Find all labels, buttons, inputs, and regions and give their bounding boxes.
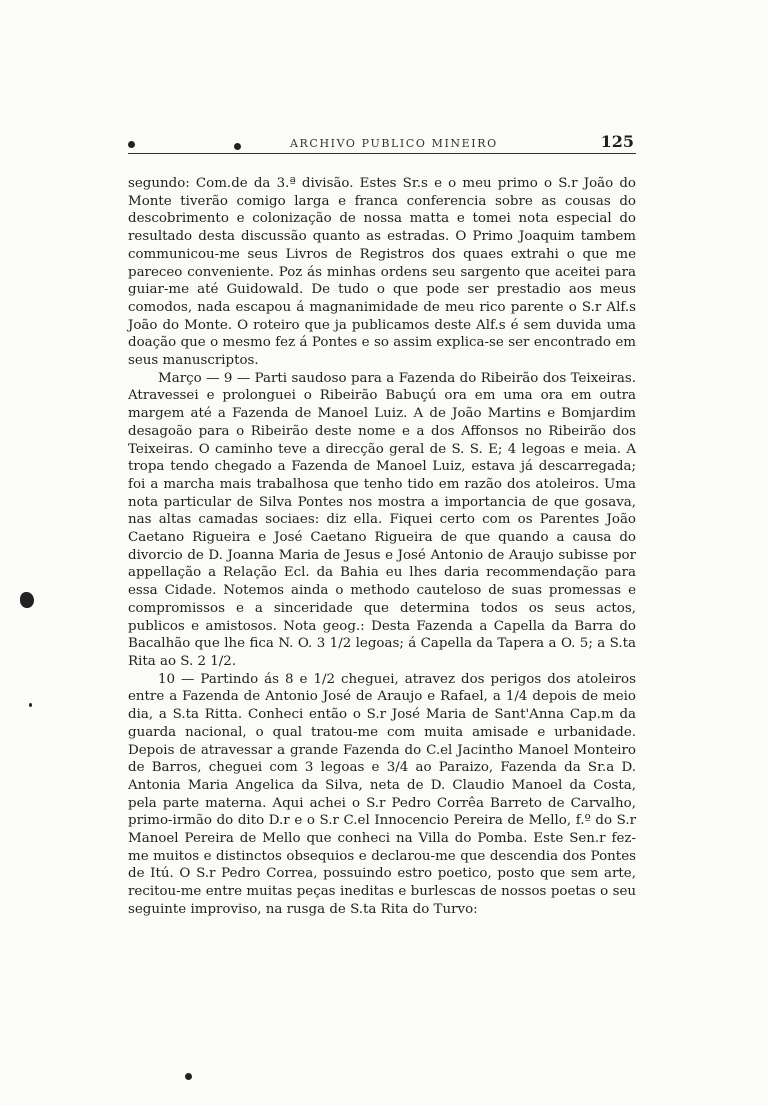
header-ornament-dot bbox=[234, 143, 241, 150]
paragraph-continuation: segundo: Com.de da 3.ª divisão. Estes Sr.s e o meu primo o S.r João do Monte tiverão comigo larga e franca conferencia sobre as cousas do descobrimento e colonização de nossa matta e tomei nota especial do resultado desta discussão quanto as estradas. O Primo Joaquim tambem communicou-me seus Livros de Registros dos quaes extrahi o que me pareceo conveniente. Poz ás minhas ordens seu sargento que aceitei para guiar-me até Guidowald. De tudo o que pode ser prestadio aos meus comodos, nada escapou á magnanimidade de meu rico parente o S.r Alf.s João do Monte. O roteiro que ja publicamos deste Alf.s é sem duvida uma doação que o mesmo fez á Pontes e so assim explica-se ser encontrado em seus manuscriptos. bbox=[128, 176, 636, 369]
paragraph-marco-9: Março — 9 — Parti saudoso para a Fazenda do Ribeirão dos Teixeiras. Atravessei e prolonguei o Ribeirão Babuçú ora em uma ora em outra margem até a Fazenda de Manoel Luiz. A de João Martins e Bomjardim desagoão para o Ribeirão deste nome e a dos Affonsos no Ribeirão dos Teixeiras. O caminho teve a direcção geral de S. S. E; 4 legoas e meia. A tropa tendo chegado a Fazenda de Manoel Luiz, estava já descarregada; foi a marcha mais trabalhosa que tenho tido em razão dos atoleiros. Uma nota particular de Silva Pontes nos mostra a importancia de que gosava, nas altas camadas sociaes: diz ella. Fiquei certo com os Parentes João Caetano Rigueira e José Caetano Rigueira de que quando a causa do divorcio de D. Joanna Maria de Jesus e José Antonio de Araujo subisse por appellação a Relação Ecl. da Bahia eu lhes daria recommendação para essa Cidade. Notemos ainda o methodo cauteloso de suas promessas e compromissos e a sinceridade que determina todos os seus actos, publicos e amistosos. Nota geog.: Desta Fazenda a Capella da Barra do Bacalhão que lhe fica N. O. 3 1/2 legoas; á Capella da Tapera a O. 5; a S.ta Rita ao S. 2 1/2. bbox=[128, 370, 636, 669]
page-number: 125 bbox=[600, 132, 634, 151]
running-title: ARCHIVO PUBLICO MINEIRO bbox=[290, 137, 498, 150]
bottom-ornament-dot bbox=[185, 1073, 192, 1080]
running-header bbox=[128, 132, 634, 154]
margin-dot-mark bbox=[29, 703, 32, 707]
header-rule bbox=[128, 153, 636, 154]
header-ornament-dot bbox=[128, 141, 135, 148]
body-text bbox=[128, 175, 636, 919]
ink-blot-mark bbox=[20, 592, 34, 608]
paragraph-day-10: 10 — Partindo ás 8 e 1/2 cheguei, atravez dos perigos dos atoleiros entre a Fazenda de Antonio José de Araujo e Rafael, a 1/4 depois de meio dia, a S.ta Ritta. Conheci então o S.r José Maria de Sant'Anna Cap.m da guarda nacional, o qual tratou-me com muita amisade e urbanidade. Depois de atravessar a grande Fazenda do C.el Jacintho Manoel Monteiro de Barros, cheguei com 3 legoas e 3/4 ao Paraizo, Fazenda da Sr.a D. Antonia Maria Angelica da Silva, neta de D. Claudio Manoel da Costa, pela parte materna. Aqui achei o S.r Pedro Corrêa Barreto de Carvalho, primo-irmão do dito D.r e o S.r C.el Innocencio Pereira de Mello, f.º do S.r Manoel Pereira de Mello que conheci na Villa do Pomba. Este Sen.r fez-me muitos e distinctos obsequios e declarou-me que descendia dos Pontes de Itú. O S.r Pedro Correa, possuindo estro poetico, posto que sem arte, recitou-me entre muitas peças ineditas e burlescas de nossos poetas o seu seguinte improviso, na rusga de S.ta Rita do Turvo: bbox=[128, 671, 636, 917]
